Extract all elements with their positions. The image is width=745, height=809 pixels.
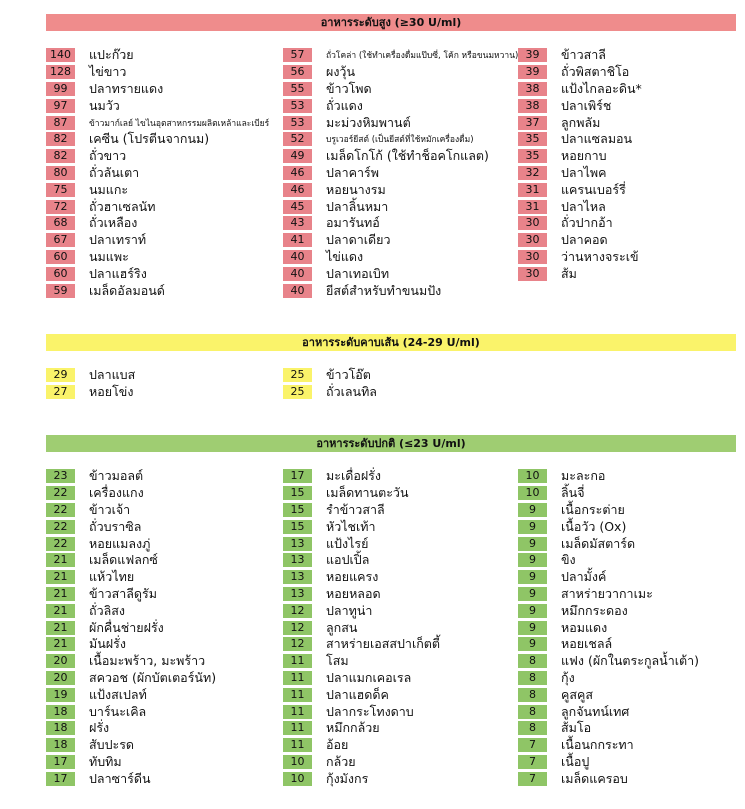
ige-value-badge: 20 [46, 671, 75, 685]
food-name: นมแพะ [89, 248, 129, 264]
ige-value-badge: 9 [518, 537, 547, 551]
ige-value-badge: 39 [518, 48, 547, 62]
food-name: เนื้อกระต่าย [561, 502, 625, 517]
food-name: บาร์นะเคิล [89, 703, 147, 719]
food-item [518, 653, 699, 670]
ige-value-badge: 9 [518, 621, 547, 635]
ige-value-badge: 25 [283, 385, 312, 399]
food-name: กุ้ง [561, 669, 575, 685]
ige-value-badge: 18 [46, 721, 75, 735]
ige-value-badge: 13 [283, 570, 312, 584]
food-name: ลูกพลัม [561, 114, 601, 130]
food-name: แครนเบอร์รี่ [561, 181, 626, 197]
ige-value-badge: 9 [518, 520, 547, 534]
ige-value-badge: 20 [46, 654, 75, 668]
food-item [46, 232, 269, 249]
section-title-normal: อาหารระดับปกติ (≤23 U/ml) [46, 435, 736, 452]
food-item [283, 114, 518, 131]
ige-value-badge: 31 [518, 183, 547, 197]
food-name: สควอช (ผักบัตเตอร์นัท) [89, 669, 217, 685]
food-name: ปลาทรายแดง [89, 81, 164, 96]
food-name: หมึกกระดอง [561, 602, 628, 618]
ige-value-badge: 68 [46, 216, 75, 230]
ige-value-badge: 11 [283, 688, 312, 702]
food-name: ผักคื่นช่ายฝรั่ง [89, 619, 164, 635]
ige-value-badge: 13 [283, 553, 312, 567]
ige-value-badge: 52 [283, 132, 312, 146]
ige-value-badge: 57 [283, 48, 312, 62]
ige-value-badge: 23 [46, 469, 75, 483]
food-item [518, 770, 699, 787]
ige-value-badge: 32 [518, 166, 547, 180]
food-name: เครื่องแกง [89, 485, 144, 501]
ige-value-badge: 10 [518, 486, 547, 500]
ige-value-badge: 46 [283, 166, 312, 180]
ige-value-badge: 60 [46, 250, 75, 264]
item-column [46, 468, 216, 787]
food-name: ปลาคอด [561, 232, 608, 248]
food-name: เมล็ดมัสตาร์ด [561, 535, 636, 551]
ige-value-badge: 12 [283, 604, 312, 618]
food-item [283, 282, 518, 299]
ige-value-badge: 13 [283, 587, 312, 601]
ige-value-badge: 18 [46, 738, 75, 752]
ige-value-badge: 25 [283, 368, 312, 382]
ige-value-badge: 11 [283, 654, 312, 668]
food-item [46, 215, 269, 232]
food-name: เมล็ดแครอบ [561, 770, 628, 786]
ige-value-badge: 11 [283, 705, 312, 719]
ige-value-badge: 8 [518, 705, 547, 719]
ige-value-badge: 21 [46, 604, 75, 618]
food-name: ข้าวสาลีดูรัม [89, 585, 157, 601]
ige-value-badge: 11 [283, 671, 312, 685]
section-normal [46, 435, 736, 786]
ige-value-badge: 53 [283, 116, 312, 130]
food-item [518, 535, 699, 552]
food-item [518, 468, 699, 485]
food-name: มะม่วงหิมพานต์ [326, 114, 411, 130]
food-name: แฟง (ผักในตระกูลน้ำเต้า) [561, 653, 700, 669]
food-name: ลูกสน [326, 619, 358, 635]
food-item [283, 384, 377, 401]
ige-value-badge: 59 [46, 284, 75, 298]
food-name: ส้ม [561, 265, 577, 281]
food-item [283, 47, 518, 64]
section-borderline [46, 334, 736, 400]
ige-value-badge: 17 [46, 772, 75, 786]
ige-value-badge: 12 [283, 637, 312, 651]
food-item [283, 181, 518, 198]
food-item [46, 384, 135, 401]
ige-value-badge: 9 [518, 637, 547, 651]
food-item [46, 249, 269, 266]
item-column [283, 367, 377, 401]
food-name: ปลาแมกเคอเรล [326, 669, 412, 685]
food-name: ปลาแซลมอน [561, 131, 633, 147]
food-name: ปลาคาร์พ [326, 164, 379, 180]
ige-value-badge: 17 [283, 469, 312, 483]
ige-value-badge: 10 [518, 469, 547, 483]
ige-value-badge: 60 [46, 267, 75, 281]
food-item [46, 485, 216, 502]
food-name: ถั่วโคล่า (ใช้ทำเครื่องดื่มแป๊บซี่, โค้ก หรือขนมหวาน) [326, 51, 519, 62]
food-name: ปลาแฮร์ริง [89, 265, 147, 281]
food-name: หัวไชเท้า [326, 518, 376, 534]
ige-value-badge: 8 [518, 671, 547, 685]
ige-value-badge: 75 [46, 183, 75, 197]
food-name: หมึกกล้วย [326, 720, 380, 736]
ige-value-badge: 29 [46, 368, 75, 382]
ige-value-badge: 21 [46, 570, 75, 584]
ige-value-badge: 82 [46, 132, 75, 146]
food-name: เมล็ดอัลมอนด์ [89, 282, 165, 298]
ige-value-badge: 140 [46, 48, 75, 62]
food-name: ถั่วขาว [89, 148, 127, 164]
food-name: ถั่วแดง [326, 97, 363, 113]
ige-value-badge: 8 [518, 654, 547, 668]
ige-value-badge: 15 [283, 520, 312, 534]
food-item [46, 131, 269, 148]
ige-value-badge: 45 [283, 200, 312, 214]
food-name: ทับทิม [89, 753, 122, 769]
food-name: ถั่วลิสง [89, 602, 125, 618]
ige-value-badge: 9 [518, 503, 547, 517]
food-item [283, 249, 518, 266]
ige-value-badge: 12 [283, 621, 312, 635]
ige-value-badge: 72 [46, 200, 75, 214]
ige-value-badge: 82 [46, 149, 75, 163]
ige-value-badge: 9 [518, 604, 547, 618]
food-name: เนื้อมะพร้าว, มะพร้าว [89, 653, 206, 669]
food-name: หอยโข่ง [89, 384, 134, 400]
food-name: ปลามั้งค์ [561, 569, 607, 585]
ige-value-badge: 40 [283, 250, 312, 264]
ige-value-badge: 46 [283, 183, 312, 197]
ige-value-badge: 41 [283, 233, 312, 247]
food-item [46, 619, 216, 636]
ige-value-badge: 56 [283, 65, 312, 79]
food-name: หอยหลอด [326, 585, 381, 601]
food-item [46, 586, 216, 603]
food-name: สับปะรด [89, 737, 135, 753]
food-name: บรูเวอร์ยีสต์ (เป็นยีสต์ที่ใช้หมักเครื่องดื่ม) [326, 135, 474, 146]
food-name: ข้าวมอลต์ [89, 468, 144, 484]
ige-value-badge: 39 [518, 65, 547, 79]
food-name: ถั่วลันเตา [89, 164, 140, 180]
food-item [46, 737, 216, 754]
food-name: มะเดื่อฝรั่ง [326, 468, 381, 484]
food-item [518, 249, 642, 266]
ige-value-badge: 80 [46, 166, 75, 180]
ige-value-badge: 128 [46, 65, 75, 79]
food-name: เนื้อนกกระทา [561, 737, 634, 753]
food-name: ลิ้นจี่ [561, 485, 585, 501]
item-column [283, 47, 518, 299]
ige-value-badge: 18 [46, 705, 75, 719]
food-item [46, 97, 269, 114]
section-title-high: อาหารระดับสูง (≥30 U/ml) [46, 14, 736, 31]
food-item [46, 198, 269, 215]
food-name: เคซีน (โปรตีนจากนม) [89, 131, 210, 147]
food-item [518, 265, 642, 282]
food-name: นมวัว [89, 97, 120, 113]
item-column [283, 468, 440, 787]
ige-value-badge: 67 [46, 233, 75, 247]
food-item [283, 636, 440, 653]
food-name: ข้าวโพด [326, 81, 372, 96]
food-item [46, 148, 269, 165]
ige-value-badge: 97 [46, 99, 75, 113]
ige-value-badge: 27 [46, 385, 75, 399]
ige-value-badge: 40 [283, 284, 312, 298]
ige-value-badge: 21 [46, 621, 75, 635]
food-name: เมล็ดโกโก้ (ใช้ทำช็อคโกแลต) [326, 148, 489, 164]
food-name: หอมแดง [561, 619, 608, 635]
food-item [46, 47, 269, 64]
food-name: แป้งไกลอะดิน* [561, 81, 642, 96]
ige-value-badge: 35 [518, 149, 547, 163]
ige-value-badge: 53 [283, 99, 312, 113]
food-name: เนื้อปู [561, 753, 590, 769]
item-column [518, 468, 699, 787]
ige-value-badge: 8 [518, 688, 547, 702]
food-name: มะละกอ [561, 468, 606, 484]
food-item [518, 737, 699, 754]
food-name: แป้งสเปลท์ [89, 686, 147, 702]
food-item [283, 81, 518, 98]
food-name: กุ้งมังกร [326, 770, 369, 786]
ige-value-badge: 22 [46, 486, 75, 500]
food-name: แปะก๊วย [89, 47, 134, 63]
food-name: ปลาแบส [89, 367, 136, 383]
food-name: ไข่แดง [326, 248, 364, 264]
food-name: ยีสต์สำหรับทำขนมปัง [326, 282, 442, 298]
food-item [46, 81, 269, 98]
food-name: แป้งไรย์ [326, 535, 369, 551]
food-name: ข้าวเจ้า [89, 502, 131, 517]
food-name: นมแกะ [89, 181, 129, 197]
ige-value-badge: 13 [283, 537, 312, 551]
ige-value-badge: 10 [283, 772, 312, 786]
food-item [283, 215, 518, 232]
section-title-borderline: อาหารระดับคาบเส้น (24-29 U/ml) [46, 334, 736, 351]
food-name: หอยนางรม [326, 181, 386, 197]
food-name: อ้อย [326, 737, 349, 753]
food-item [46, 181, 269, 198]
food-name: รำข้าวสาลี [326, 502, 385, 517]
food-item [283, 64, 518, 81]
food-name: ปลาซาร์ดีน [89, 770, 151, 786]
ige-value-badge: 7 [518, 772, 547, 786]
food-name: ปลาทูน่า [326, 602, 373, 618]
food-item [283, 720, 440, 737]
food-name: หอยแครง [326, 569, 379, 585]
ige-value-badge: 21 [46, 553, 75, 567]
food-name: ข้าวมาก์เลย์ ไขไนอุตสาหกรรมผลิตเหล้าและเบียร์ [89, 118, 270, 129]
food-name: ถั่วพิสตาชิโอ [561, 64, 630, 80]
food-name: อมารันทอ์ [326, 215, 380, 231]
ige-value-badge: 11 [283, 721, 312, 735]
food-item [518, 670, 699, 687]
food-name: ปลาไหล [561, 198, 606, 214]
food-name: เนื้อวัว (Ox) [561, 518, 627, 534]
food-item [283, 232, 518, 249]
ige-value-badge: 35 [518, 132, 547, 146]
ige-value-badge: 7 [518, 738, 547, 752]
ige-value-badge: 8 [518, 721, 547, 735]
food-name: ว่านหางจระเข้ [561, 248, 639, 264]
ige-value-badge: 7 [518, 755, 547, 769]
ige-value-badge: 31 [518, 200, 547, 214]
ige-value-badge: 43 [283, 216, 312, 230]
ige-value-badge: 30 [518, 267, 547, 281]
food-name: ผงวุ้น [326, 64, 355, 80]
food-name: มันฝรั่ง [89, 636, 126, 652]
food-name: ข้าวโอ๊ต [326, 367, 371, 383]
food-name: ข้าวสาลี [561, 47, 606, 63]
ige-value-badge: 15 [283, 486, 312, 500]
food-name: หอยแมลงภู่ [89, 535, 151, 551]
ige-value-badge: 9 [518, 587, 547, 601]
ige-value-badge: 30 [518, 216, 547, 230]
ige-value-badge: 17 [46, 755, 75, 769]
food-name: ไข่ขาว [89, 64, 127, 80]
ige-value-badge: 87 [46, 116, 75, 130]
food-name: ปลาแฮดด็ค [326, 686, 389, 702]
food-name: ปลาลิ้นหมา [326, 198, 389, 214]
food-name: สาหร่ายเอสสปาเก็ตตี้ [326, 636, 441, 652]
food-name: คูสคูส [561, 686, 593, 702]
food-item [46, 703, 216, 720]
food-name: ถั่วเลนทิล [326, 384, 377, 400]
food-item [518, 552, 699, 569]
ige-value-badge: 22 [46, 537, 75, 551]
food-item [46, 282, 269, 299]
food-name: ฝรั่ง [89, 720, 110, 736]
ige-value-badge: 11 [283, 738, 312, 752]
item-column [46, 367, 135, 401]
ige-value-badge: 22 [46, 520, 75, 534]
ige-value-badge: 21 [46, 637, 75, 651]
food-name: แอปเปิ้ล [326, 552, 370, 568]
food-name: ถั่วบราซิล [89, 518, 142, 534]
food-name: ปลาเทราท์ [89, 232, 147, 248]
food-name: สาหร่ายวากาเมะ [561, 585, 653, 601]
ige-value-badge: 99 [46, 82, 75, 96]
food-item [283, 148, 518, 165]
section-high [46, 14, 736, 298]
food-name: ถั่วฮาเซลนัท [89, 198, 156, 214]
food-name: เมล็ดทานตะวัน [326, 485, 409, 501]
ige-value-badge: 21 [46, 587, 75, 601]
ige-value-badge: 9 [518, 570, 547, 584]
ige-value-badge: 49 [283, 149, 312, 163]
food-name: ปลากระโทงดาบ [326, 703, 414, 719]
food-name: ลูกจันทน์เทศ [561, 703, 630, 719]
ige-value-badge: 40 [283, 267, 312, 281]
food-name: เมล็ดแฟลกซ์ [89, 552, 158, 568]
food-item [518, 703, 699, 720]
item-column [518, 47, 642, 282]
food-name: ปลาไพค [561, 164, 607, 180]
ige-value-badge: 22 [46, 503, 75, 517]
food-item [283, 770, 440, 787]
food-item [283, 198, 518, 215]
food-item [283, 165, 518, 182]
food-name: ขิง [561, 552, 576, 568]
ige-value-badge: 30 [518, 233, 547, 247]
food-name: แห้วไทย [89, 569, 135, 585]
ige-value-badge: 55 [283, 82, 312, 96]
food-name: หอยเชลล์ [561, 636, 613, 652]
ige-value-badge: 37 [518, 116, 547, 130]
ige-value-badge: 9 [518, 553, 547, 567]
food-name: ถั่วเหลือง [89, 215, 138, 231]
food-item [46, 165, 269, 182]
food-name: กล้วย [326, 753, 356, 769]
food-item [518, 602, 699, 619]
food-name: ถั่วปากอ้า [561, 215, 613, 231]
food-item [46, 770, 216, 787]
ige-value-badge: 38 [518, 99, 547, 113]
food-name: โสม [326, 653, 349, 669]
food-name: ส้มโอ [561, 720, 592, 736]
food-name: ปลาเพิร์ช [561, 97, 612, 113]
item-column [46, 47, 269, 299]
ige-value-badge: 30 [518, 250, 547, 264]
food-name: ปลาเทอเบิท [326, 265, 390, 281]
food-item [283, 737, 440, 754]
ige-value-badge: 38 [518, 82, 547, 96]
food-item [283, 602, 440, 619]
ige-value-badge: 19 [46, 688, 75, 702]
food-name: หอยกาบ [561, 148, 607, 164]
food-name: ปลาดาเดียว [326, 232, 391, 248]
ige-value-badge: 10 [283, 755, 312, 769]
ige-value-badge: 15 [283, 503, 312, 517]
